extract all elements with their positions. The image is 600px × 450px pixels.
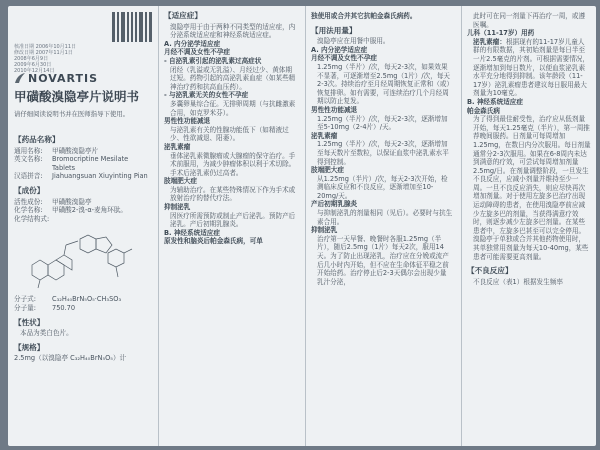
revision-date: 修改日期 2007年11月1日 <box>14 50 73 56</box>
structure-drawing <box>22 225 142 293</box>
revision-date: 2009年6月30日 <box>14 62 52 68</box>
indication-subheading: - 与泌乳素无关的女性不孕症 <box>164 91 249 100</box>
indication-heading: 泌乳素瘤 <box>164 142 191 151</box>
indication-text: 多囊卵巢综合征。无排卵周期（与抗雌激素合用，如克罗米芬）。 <box>170 99 296 117</box>
name-label: 通用名称: <box>14 146 43 155</box>
column-3-body <box>311 10 453 286</box>
dosage-text: 治疗第一天早餐、晚餐时各服1.25mg（半片），随后2.5mg（1片）每天2次，服用14天。为了防止出现泌乳，治疗应在分娩或流产后几小时内开始，但不应在生命体征平稳之前开始给药。治疗停止后2-3天偶尔会出现少量乳汁分泌， <box>317 234 449 286</box>
document-title: 甲磺酸溴隐亭片说明书 <box>14 89 140 104</box>
indication-heading: 抑制泌乳 <box>164 203 191 212</box>
dosage-heading: 帕金森氏病 <box>467 106 500 115</box>
dosage-heading: 月经不调及女性不孕症 <box>311 54 377 63</box>
column-divider <box>461 6 462 446</box>
dosage-group: A. 内分泌学适应症 <box>311 45 368 54</box>
column-1 <box>8 6 154 446</box>
pediatric-text: 根据现有的11-17岁儿童人群的有限数据，其初始剂量是每日半至一片2.5毫克的片剂。可根据需要情况，逐渐增加到每日数片，以便血浆泌乳素水平充分地得到抑制。该年龄段（11-17岁）泌乳素瘤患者建议每日服用最大剂量为10毫克。 <box>473 37 589 98</box>
revision-date: 2010年12月14日 <box>14 68 55 74</box>
leaflet-header <box>8 6 154 128</box>
dosage-text: 为了得到最佳耐受性，治疗应从低剂量开始，每天1.25毫克（半片），第一周推荐晚间服药。日剂量可每周增加1.25mg，在数日内分次服用。每日剂量通常分2-3次服用。如果在6-8周内未达到满意的疗效，可尝试每周增加剂量2.5mg/日。在剂量调整阶段，一旦发生不良反应，应减小剂量并维持至少一周。一旦不良反应消失，则应尽快再次增加剂量。对于使用左旋多巴治疗出现运动障碍的患者，在使用溴隐亭前应减少左旋多巴的剂量，当获得满意疗效时，则逐步减少左旋多巴剂量。在某些患者中，左旋多巴甚至可以完全停用。 <box>473 115 591 235</box>
revision-date: 2008年6月9日 <box>14 56 49 62</box>
column-divider <box>158 6 159 446</box>
section-dosage: 【用法用量】 <box>311 25 357 35</box>
continued-text: 独使用或合并其它抗帕金森氏病药。 <box>311 12 417 20</box>
characteristics-text: 本品为类白色片。 <box>20 329 73 338</box>
revision-dates <box>14 44 76 74</box>
dosage-heading: 泌乳素瘤 <box>311 131 338 140</box>
mw-row <box>14 304 152 313</box>
column-4 <box>464 6 596 446</box>
pediatric-paragraph <box>467 38 591 98</box>
dosage-text: 1.25mg（半片）/次，每天2-3次，逐渐增加至5-10mg（2-4片）/天。 <box>317 114 448 132</box>
comp-label: 化学结构式: <box>14 214 50 223</box>
dosage-text: 溴隐亭于单独或合并其他药物使用时，其单独常用剂量为每天10-40mg，某些患者可能需要更高剂量。 <box>473 235 589 261</box>
leaflet-sheet <box>8 6 596 446</box>
dosage-text: 1.25mg（半片）/次，每天2-3次，逐渐增加至每天数片至数粒，以保证血浆中泌乳素水平得到控制。 <box>317 140 449 166</box>
name-value: Jiahuangsuan Xiuyinting Pian <box>52 172 148 181</box>
continued-text: 此时可在同一剂量下再治疗一周，或遵医嘱。 <box>473 12 586 29</box>
section-drug-name: 【药品名称】 <box>14 135 60 144</box>
indication-group: A. 内分泌学适应症 <box>164 39 221 48</box>
section-composition: 【成份】 <box>14 185 45 195</box>
logo-text: NOVARTIS <box>28 72 99 85</box>
document-subtitle: 请仔细阅读说明书并在医师指导下使用。 <box>14 110 130 118</box>
comp-label: 化学名称: <box>14 206 43 215</box>
pediatric-heading: 儿科（11-17岁）用药 <box>467 29 535 38</box>
indication-heading: 原发性和脑炎后帕金森氏病，可单 <box>164 237 263 246</box>
name-value: Bromocriptine Mesilate Tablets <box>52 155 129 172</box>
name-row <box>14 155 152 172</box>
indication-subheading: - 自泌乳素引起的泌乳素过高症状 <box>164 56 262 65</box>
name-row <box>14 172 152 181</box>
dosage-heading: 肢端肥大症 <box>311 166 344 175</box>
dosage-heading: 产后初期乳腺炎 <box>311 200 358 209</box>
dosage-text: 1.25mg（半片）/次，每天2-3次，如果效果不显著，可逐渐增至2.5mg（1片）/次，每天2-3次。持续治疗至月经周期恢复正常和（或）恢复排卵。如有需要，可连续治疗几个月经周期以防止复发。 <box>317 62 451 106</box>
section-indications: 【适应症】 <box>164 11 202 20</box>
name-row <box>14 147 152 156</box>
name-label: 汉语拼音: <box>14 172 43 181</box>
name-value: 甲磺酸溴隐亭片 <box>52 146 99 155</box>
section-adverse-reactions: 【不良反应】 <box>467 266 513 276</box>
section-specification: 【规格】 <box>14 342 45 352</box>
comp-row <box>14 215 152 224</box>
indication-heading: 肢端肥大症 <box>164 177 197 186</box>
novartis-logo-icon <box>14 72 26 84</box>
section-characteristics: 【性状】 <box>14 317 45 327</box>
name-label: 英文名称: <box>14 155 43 164</box>
mw-label: 分子量: <box>14 303 37 312</box>
column-2-body <box>164 10 298 246</box>
revision-date: 核准日期 2006年10月11日 <box>14 44 77 50</box>
indication-heading: 男性性功能减退 <box>164 117 211 126</box>
barcode-icon <box>112 12 152 42</box>
indication-text: 因医疗所需预防或制止产后泌乳。预防产后泌乳。产后初期乳腺炎。 <box>170 211 296 229</box>
comp-label: 活性成份: <box>14 197 43 206</box>
mw-value: 750.70 <box>52 303 76 312</box>
chemical-structure-diagram <box>22 225 142 293</box>
indication-text: 垂体泌乳素微腺瘤或大腺瘤的保守治疗。手术前服用，为减少肿瘤体积以利于术切除。手术后泌乳素仍过高者。 <box>170 151 296 177</box>
formula-label: 分子式: <box>14 295 37 304</box>
indication-heading: 月经不调及女性不孕症 <box>164 48 230 57</box>
indication-text: 为辅助治疗。在某些特殊情况下作为手术或放射治疗的替代疗法。 <box>170 185 296 203</box>
comp-row <box>14 206 152 215</box>
column-3 <box>308 6 458 446</box>
indications-intro: 溴隐亭用于由于两种不同类型的适应症，内分泌系统适应症和神经系统适应症。 <box>170 22 296 40</box>
formula-row <box>14 295 152 304</box>
novartis-logo <box>14 72 98 84</box>
indication-group: B. 神经系统适应症 <box>164 228 220 237</box>
indication-text: 与泌乳素有关的性腺功能低下（如精液过少、性欲减退、阳萎）。 <box>170 125 289 143</box>
specification-text: 2.5mg（以溴隐亭 C₃₂H₄₀BrN₅O₅）计 <box>14 354 127 363</box>
dosage-heading: 男性性功能减退 <box>311 105 358 114</box>
dosage-intro: 溴隐亭应在用餐中服用。 <box>317 37 390 46</box>
column-4-body <box>467 10 591 286</box>
dosage-heading: 抑制泌乳 <box>311 226 338 235</box>
column-1-body <box>14 130 152 363</box>
adverse-text: 不良反应（表1）根据发生频率 <box>473 277 563 286</box>
dosage-group: B. 神经系统适应症 <box>467 97 523 106</box>
comp-row <box>14 198 152 207</box>
dosage-text: 从1.25mg（半片）/次，每天2-3次开始，检测临床反应和不良反应，逐渐增加至10-20mg/天。 <box>317 174 448 200</box>
pediatric-subheading: 泌乳素瘤： <box>473 37 506 46</box>
comp-value: 甲磺酸溴隐亭 <box>52 197 92 206</box>
dosage-text: 与抑制泌乳的剂量相同（见后）。必要时与抗生素合用。 <box>317 209 453 226</box>
column-2 <box>162 6 302 446</box>
column-divider <box>305 6 306 446</box>
indication-text: 闭经（乳溢或无乳溢）、月经过少、黄体期过短。药物引起的高泌乳素血症（如某些精神治疗药和抗高血压药）。 <box>170 65 296 91</box>
comp-value: 甲磺酸2-溴-α-麦角环肽。 <box>52 206 128 215</box>
formula-value: C₃₂H₄₀BrN₅O₅·CH₃SO₃ <box>52 295 122 304</box>
